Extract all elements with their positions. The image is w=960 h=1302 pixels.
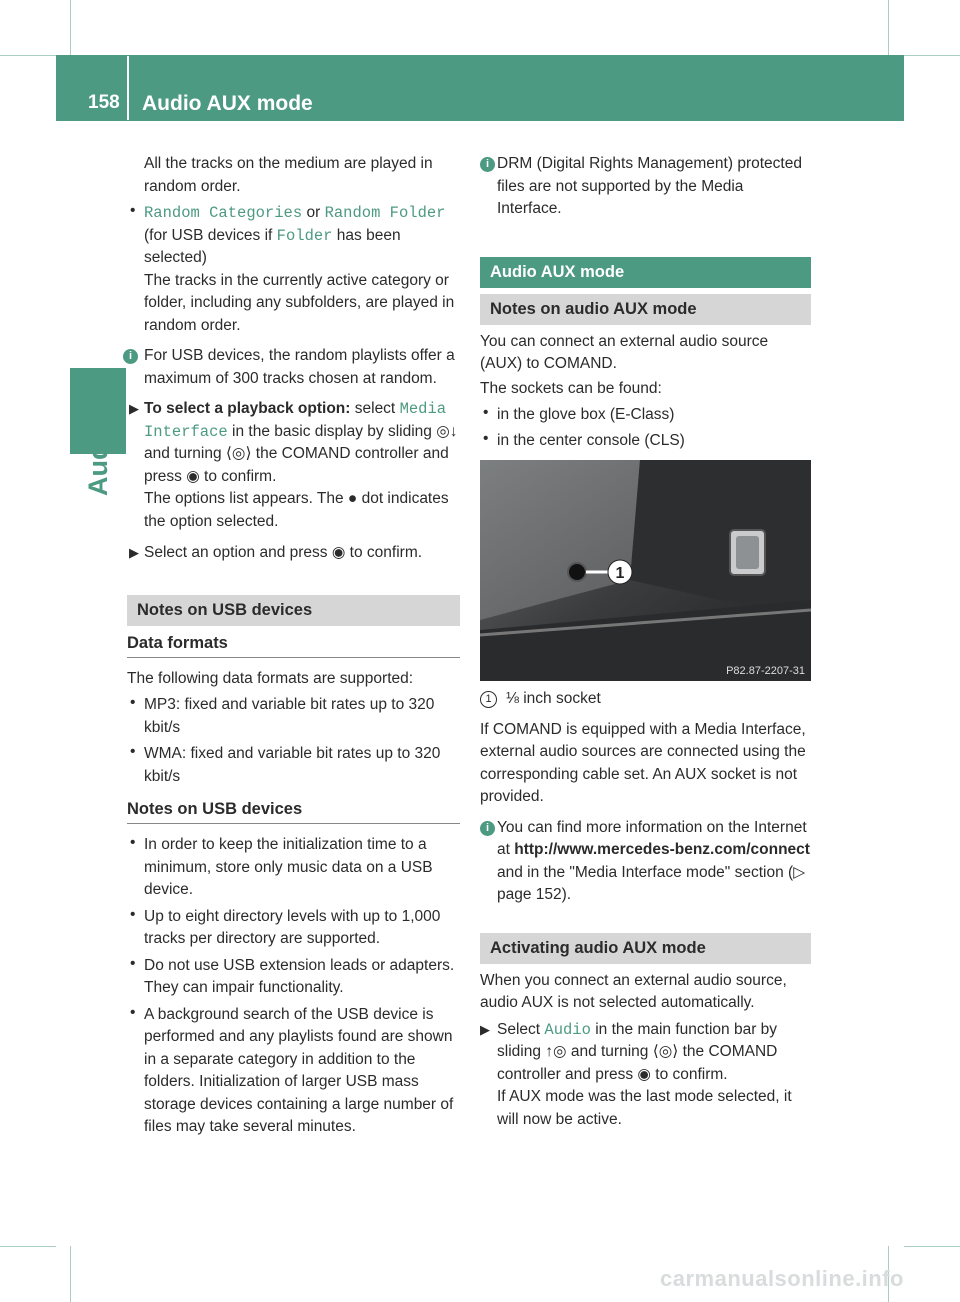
bullet: •	[483, 429, 489, 447]
usb-note	[127, 1004, 460, 1139]
socket-item	[480, 404, 811, 427]
usb-suffix: has been selected)	[144, 226, 401, 266]
usb-notes-heading: Notes on USB devices	[127, 800, 460, 824]
bullet: •	[130, 905, 136, 923]
notes-p2: The sockets can be found:	[480, 379, 662, 397]
bullet: •	[130, 202, 136, 219]
info-more-text-2: and in the "Media Interface mode" section (▷ page 152).	[497, 863, 806, 903]
photo-code: P82.87-2207-31	[726, 665, 805, 677]
usb-note-text: Do not use USB extension leads or adapters. They can impair functionality.	[144, 956, 455, 996]
step1-bold: To select a playback option:	[144, 400, 351, 417]
info-usb-text: For USB devices, the random playlists offer a maximum of 300 tracks chosen at random.	[144, 347, 455, 387]
crop-mark	[0, 1246, 56, 1247]
activating-heading: Activating audio AUX mode	[480, 933, 811, 964]
activating-text: When you connect an external audio source, audio AUX is not selected automatically.	[480, 971, 787, 1011]
random-categories-label: Random Categories	[144, 204, 303, 222]
info-drm	[480, 153, 811, 221]
left-column	[127, 153, 460, 1139]
crop-mark	[888, 0, 889, 55]
info-drm-text: DRM (Digital Rights Management) protected files are not supported by the Media Interface.	[497, 155, 802, 217]
bullet: •	[130, 954, 136, 972]
page-title: Audio AUX mode	[142, 92, 313, 115]
usb-note	[127, 906, 460, 951]
callout-number: 1	[615, 565, 625, 582]
website-link[interactable]: http://www.mercedes-benz.com/connect	[514, 841, 810, 858]
page-number: 158	[88, 92, 120, 113]
arrow-icon: ▶	[129, 401, 139, 416]
usb-section-heading: Notes on USB devices	[127, 595, 460, 626]
legend	[480, 688, 811, 711]
select-pre: Select	[497, 1020, 541, 1038]
side-tab-label: Audio	[83, 419, 113, 496]
step1-result: The options list appears. The ● dot indicates the option selected.	[144, 490, 449, 530]
info-more	[480, 817, 811, 907]
crop-mark	[904, 55, 960, 56]
notes-aux-heading: Notes on audio AUX mode	[480, 294, 811, 325]
glovebox-photo-illustration	[480, 460, 811, 681]
info-usb	[127, 345, 460, 390]
bullet: •	[130, 1003, 136, 1021]
notes-p1: You can connect an external audio source (AUX) to COMAND.	[480, 332, 769, 372]
step1-rest: in the basic display by sliding ◎↓ and turning ⟨◎⟩ the COMAND controller and press ◉ to confirm.	[144, 422, 458, 485]
crop-mark	[70, 0, 71, 55]
or-text: or	[306, 204, 321, 221]
option-description: The tracks in the currently active category or folder, including any subfolders, are played in random order.	[144, 271, 455, 334]
step1-select: select	[354, 400, 396, 417]
select-rest: in the main function bar by sliding ↑◎ and turning ⟨◎⟩ the COMAND controller and press ◉ to confirm.	[497, 1020, 778, 1083]
usb-note-text: Up to eight directory levels with up to 1,000 tracks per directory are supported.	[144, 907, 441, 947]
crop-mark	[70, 1246, 71, 1302]
usb-note-text: In order to keep the initialization time to a minimum, store only music data on a USB device.	[144, 836, 433, 898]
data-formats-heading: Data formats	[127, 634, 460, 658]
legend-number: 1	[480, 691, 497, 708]
arrow-icon: ▶	[129, 545, 139, 560]
format-text: WMA: fixed and variable bit rates up to 320 kbit/s	[144, 745, 441, 785]
socket-text: in the center console (CLS)	[497, 431, 685, 449]
step2-text: Select an option and press ◉ to confirm.	[144, 544, 423, 561]
info-more-text: You can find more information on the Internet at	[497, 818, 807, 858]
bullet: •	[483, 404, 489, 421]
random-folder-label: Random Folder	[324, 204, 446, 222]
usb-note	[127, 834, 460, 902]
usb-prefix: (for USB devices if	[144, 226, 273, 244]
right-column-lower	[480, 688, 811, 1131]
folder-label: Folder	[276, 226, 333, 245]
arrow-icon: ▶	[480, 1021, 490, 1037]
media-interface-label: Media Interface	[144, 400, 447, 441]
crop-mark	[904, 1246, 960, 1247]
crop-mark	[0, 55, 56, 56]
step-select-option	[127, 398, 460, 533]
audio-label: Audio	[544, 1020, 591, 1039]
bullet: •	[130, 743, 136, 760]
usb-note-text: A background search of the USB device is performed and any playlists found are shown in a separate category in addition to the folders. Initialization of larger USB mass storage devices containing a large number of files may take several minutes.	[144, 1005, 454, 1135]
socket-text: in the glove box (E-Class)	[497, 406, 675, 423]
step-select-audio	[480, 1019, 811, 1132]
select-result: If AUX mode was the last mode selected, it will now be active.	[497, 1088, 792, 1128]
option-random	[127, 202, 460, 337]
format-text: MP3: fixed and variable bit rates up to 320 kbit/s	[144, 696, 435, 736]
step-confirm	[127, 542, 460, 565]
format-item	[127, 743, 460, 788]
aux-section-heading: Audio AUX mode	[480, 257, 811, 288]
info-icon: i	[480, 821, 495, 836]
media-text: If COMAND is equipped with a Media Interface, external audio sources are connected using the corresponding cable set. An AUX socket is not provided.	[480, 720, 806, 805]
info-icon: i	[480, 157, 495, 172]
glovebox-photo	[480, 460, 811, 681]
legend-text: ⅛ inch socket	[506, 690, 601, 707]
right-column	[480, 153, 811, 452]
header-divider	[127, 56, 129, 120]
info-icon: i	[123, 349, 138, 364]
usb-note	[127, 955, 460, 1000]
intro-text: All the tracks on the medium are played in random order.	[144, 155, 433, 195]
format-item	[127, 694, 460, 739]
watermark: carmanualsonline.info	[660, 1266, 904, 1291]
bullet: •	[130, 834, 136, 851]
socket-item	[480, 430, 811, 453]
bullet: •	[130, 694, 136, 711]
formats-intro: The following data formats are supported:	[127, 669, 414, 687]
